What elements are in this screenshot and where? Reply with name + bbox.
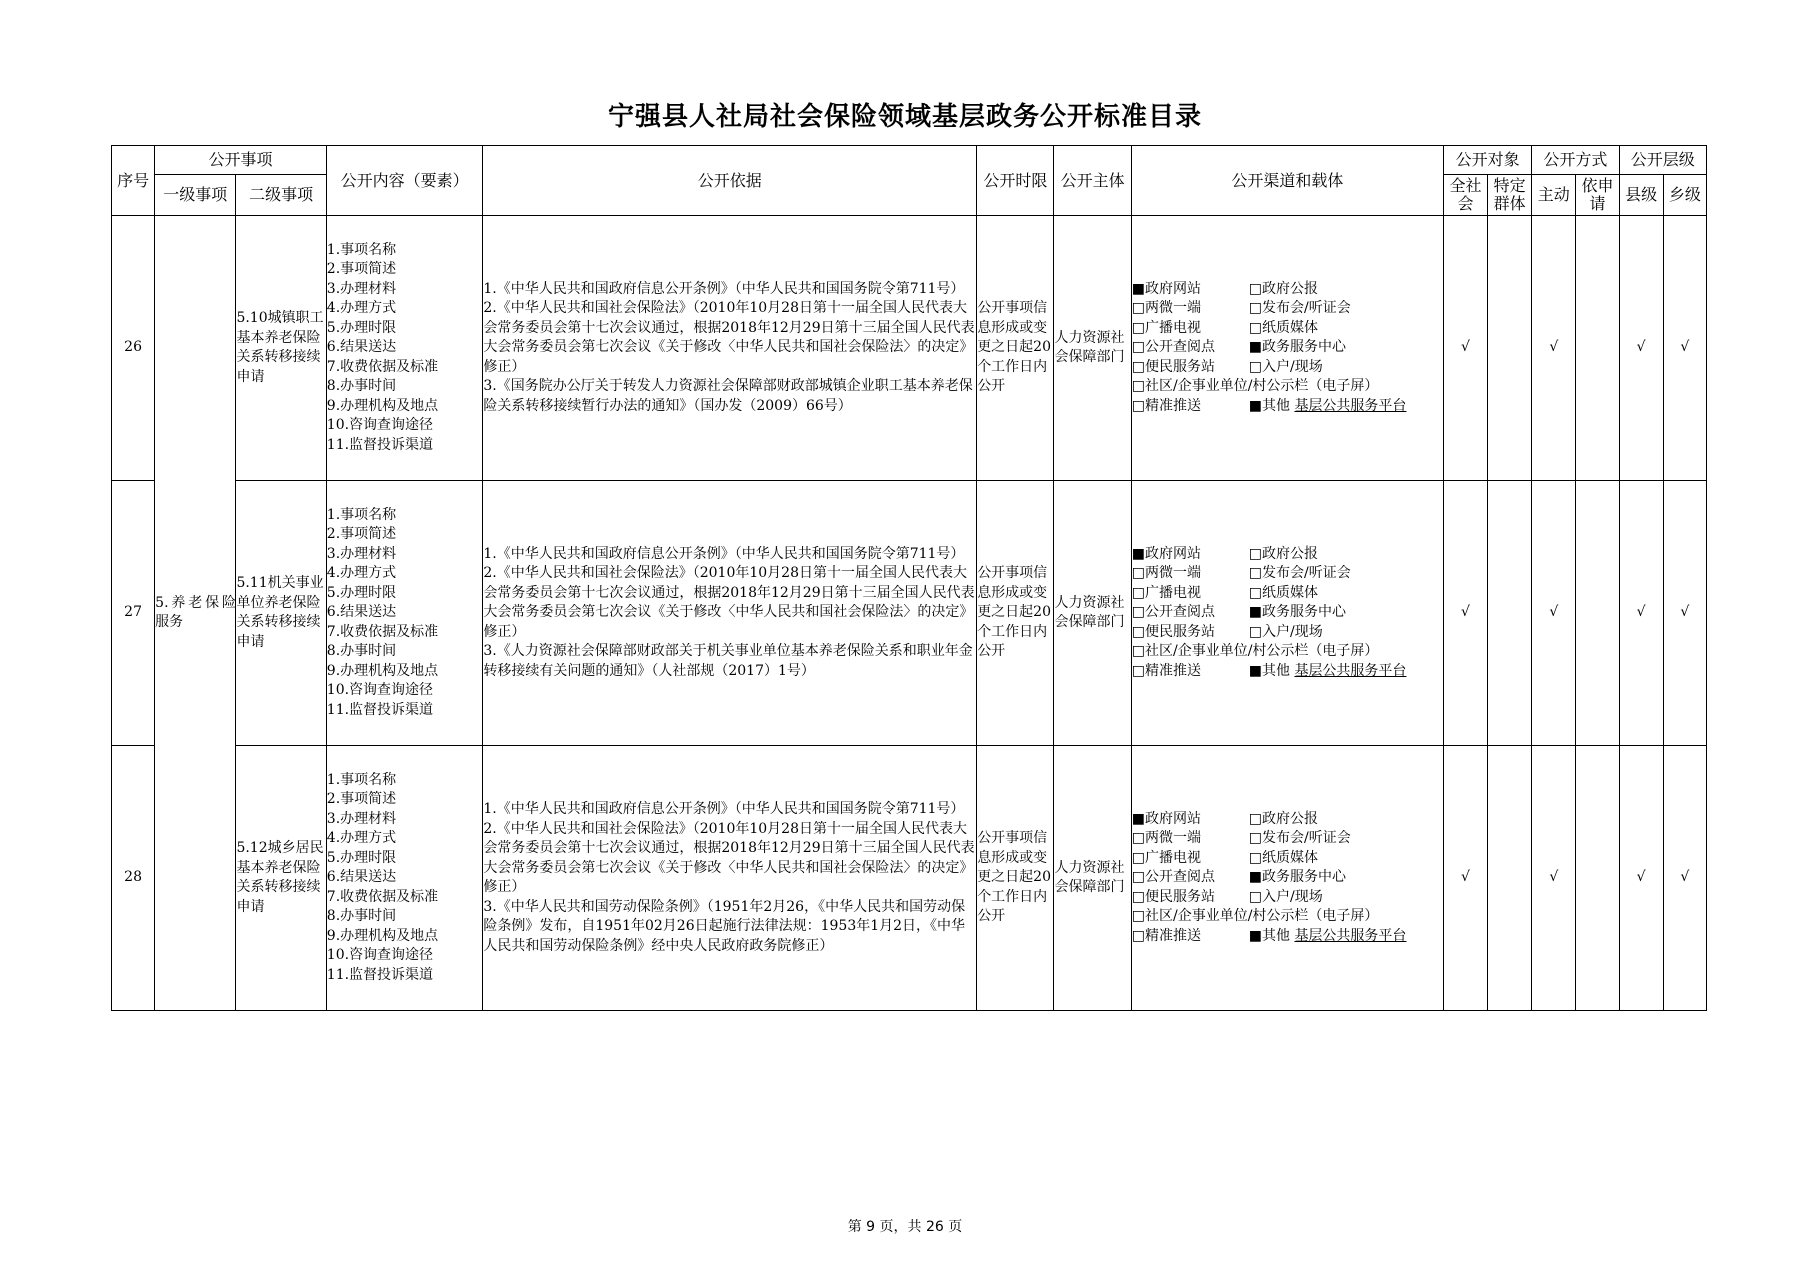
- basis-item: 3.《国务院办公厅关于转发人力资源社会保障部财政部城镇企业职工基本养老保险关系转移接续暂行办法的通知》（国办发（2009）66号）: [483, 378, 973, 414]
- content-element: 11.监督投诉渠道: [326, 966, 434, 983]
- channel-row: [1132, 358, 1443, 378]
- basis-item: 1.《中华人民共和国政府信息公开条例》（中华人民共和国国务院令第711号）: [483, 545, 965, 562]
- channel-row: [1132, 280, 1443, 300]
- channel-option: □精准推送: [1131, 927, 1201, 944]
- content-element: 6.结果送达: [326, 869, 397, 886]
- check-method-active: √: [1532, 746, 1576, 1011]
- check-level-county: √: [1619, 216, 1663, 481]
- basis-cell: [483, 746, 977, 1011]
- channel-row: [1132, 338, 1443, 358]
- check-target-all: √: [1443, 746, 1487, 1011]
- basis-item: 3.《中华人民共和国劳动保险条例》（1951年2月26，《中华人民共和国劳动保险条例》发布，自1951年02月26日起施行法律法规：1953年1月2日，《中华人民共和国劳动保险条例》经中央人民政府政务院修正）: [483, 898, 966, 954]
- publish-subject: 人力资源社会保障部门: [1054, 746, 1131, 1011]
- channel-option: □发布会/听证会: [1248, 565, 1351, 582]
- channel-option: □入户/现场: [1248, 888, 1323, 905]
- channel-other-detail: 基层公共服务平台: [1294, 927, 1407, 944]
- channel-row: [1132, 377, 1443, 397]
- check-method-request: [1576, 216, 1619, 481]
- channel-row: [1132, 810, 1443, 830]
- check-method-active: √: [1532, 216, 1576, 481]
- channel-option: □便民服务站: [1131, 358, 1215, 375]
- header-time: 公开时限: [977, 146, 1054, 216]
- content-element: 11.监督投诉渠道: [326, 701, 434, 718]
- channel-option: □广播电视: [1131, 584, 1201, 601]
- content-element: 5.办理时限: [326, 849, 397, 866]
- level2-item: 5.12城乡居民基本养老保险关系转移接续申请: [236, 746, 326, 1011]
- basis-item: 1.《中华人民共和国政府信息公开条例》（中华人民共和国国务院令第711号）: [483, 801, 965, 817]
- check-method-active: √: [1532, 481, 1576, 746]
- header-level1: 一级事项: [155, 175, 236, 216]
- content-element: 2.事项简述: [326, 261, 397, 278]
- check-level-town: √: [1663, 481, 1706, 746]
- basis-item: 2.《中华人民共和国社会保险法》（2010年10月28日第十一届全国人民代表大会常务委员会第十七次会议通过，根据2018年12月29日第十三届全国人民代表大会常务委员会第七次会议《关于修改〈中华人民共和国社会保险法〉的决定》修正）: [483, 565, 975, 640]
- check-target-specific: [1488, 481, 1532, 746]
- time-limit: 公开事项信息形成或变更之日起20个工作日内公开: [977, 216, 1054, 481]
- channel-row: [1132, 299, 1443, 319]
- content-element: 4.办理方式: [326, 830, 397, 847]
- header-channel: 公开渠道和载体: [1131, 146, 1443, 216]
- time-limit: 公开事项信息形成或变更之日起20个工作日内公开: [977, 746, 1054, 1011]
- channel-option: □发布会/听证会: [1248, 830, 1351, 847]
- content-element: 8.办事时间: [326, 643, 397, 660]
- content-element: 3.办理材料: [326, 810, 397, 827]
- channel-option: □社区/企事业单位/村公示栏（电子屏）: [1131, 378, 1379, 395]
- channel-row: [1132, 397, 1443, 417]
- channel-option: ■政府网站: [1131, 545, 1201, 562]
- channel-row: [1132, 564, 1443, 584]
- channel-option: □纸质媒体: [1248, 319, 1318, 336]
- header-subject: 公开主体: [1054, 146, 1131, 216]
- check-target-specific: [1488, 746, 1532, 1011]
- header-method-request: 依申请: [1576, 175, 1619, 216]
- check-level-county: √: [1619, 746, 1663, 1011]
- header-level: 公开层级: [1619, 146, 1706, 175]
- channel-option: □两微一端: [1131, 300, 1201, 317]
- header-method: 公开方式: [1532, 146, 1619, 175]
- channel-row: [1132, 642, 1443, 662]
- content-element: 7.收费依据及标准: [326, 358, 439, 375]
- table-row: [112, 746, 1707, 1011]
- content-element: 2.事项简述: [326, 526, 397, 543]
- channel-option: □政府公报: [1248, 545, 1318, 562]
- channel-option: □入户/现场: [1248, 623, 1323, 640]
- content-element: 9.办理机构及地点: [326, 662, 439, 679]
- content-elements: [326, 481, 483, 746]
- row-seq: 28: [112, 746, 155, 1011]
- channel-other-detail: 基层公共服务平台: [1294, 397, 1407, 414]
- header-level-town: 乡级: [1663, 175, 1706, 216]
- content-element: 7.收费依据及标准: [326, 623, 439, 640]
- content-element: 6.结果送达: [326, 339, 397, 356]
- header-method-active: 主动: [1532, 175, 1576, 216]
- channel-option: ■政府网站: [1131, 810, 1201, 827]
- table-row: [112, 216, 1707, 481]
- row-seq: 26: [112, 216, 155, 481]
- channel-cell: [1131, 746, 1443, 1011]
- level2-item: 5.11机关事业单位养老保险关系转移接续申请: [236, 481, 326, 746]
- header-target-specific: 特定群体: [1488, 175, 1532, 216]
- channel-row: [1132, 849, 1443, 869]
- channel-row: [1132, 829, 1443, 849]
- publish-subject: 人力资源社会保障部门: [1054, 216, 1131, 481]
- channel-row: [1132, 907, 1443, 927]
- check-method-request: [1576, 481, 1619, 746]
- header-content: 公开内容（要素）: [326, 146, 483, 216]
- channel-row: [1132, 888, 1443, 908]
- content-element: 5.办理时限: [326, 584, 397, 601]
- content-element: 7.收费依据及标准: [326, 888, 439, 905]
- channel-option: ■其他: [1248, 927, 1295, 944]
- content-element: 3.办理材料: [326, 280, 397, 297]
- header-target-all: 全社会: [1443, 175, 1487, 216]
- page-title: 宁强县人社局社会保险领域基层政务公开标准目录: [607, 102, 1202, 132]
- channel-option: □两微一端: [1131, 565, 1201, 582]
- channel-option: □社区/企事业单位/村公示栏（电子屏）: [1131, 643, 1379, 660]
- table-row: [112, 481, 1707, 746]
- content-element: 1.事项名称: [326, 506, 397, 523]
- header-basis: 公开依据: [483, 146, 977, 216]
- channel-option: □广播电视: [1131, 849, 1201, 866]
- channel-option: □纸质媒体: [1248, 584, 1318, 601]
- content-element: 8.办事时间: [326, 908, 397, 925]
- header-target: 公开对象: [1443, 146, 1531, 175]
- check-level-town: √: [1663, 746, 1706, 1011]
- content-elements: [326, 746, 483, 1011]
- channel-option: □精准推送: [1131, 662, 1201, 679]
- channel-option: ■政务服务中心: [1248, 869, 1346, 886]
- channel-row: [1132, 603, 1443, 623]
- channel-row: [1132, 623, 1443, 643]
- check-level-town: √: [1663, 216, 1706, 481]
- header-items: 公开事项: [155, 146, 327, 175]
- channel-row: [1132, 584, 1443, 604]
- channel-row: [1132, 662, 1443, 682]
- channel-option: □纸质媒体: [1248, 849, 1318, 866]
- header-seq: 序号: [112, 146, 155, 216]
- basis-cell: [483, 216, 977, 481]
- content-element: 4.办理方式: [326, 565, 397, 582]
- channel-option: □便民服务站: [1131, 888, 1215, 905]
- check-target-specific: [1488, 216, 1532, 481]
- channel-cell: [1131, 216, 1443, 481]
- channel-option: □政府公报: [1248, 810, 1318, 827]
- channel-other-detail: 基层公共服务平台: [1294, 662, 1407, 679]
- channel-option: □公开查阅点: [1131, 604, 1215, 621]
- channel-row: [1132, 545, 1443, 565]
- basis-item: 2.《中华人民共和国社会保险法》（2010年10月28日第十一届全国人民代表大会常务委员会第十七次会议通过，根据2018年12月29日第十三届全国人民代表大会常务委员会第七次会议《关于修改〈中华人民共和国社会保险法〉的决定》修正）: [483, 820, 975, 895]
- channel-option: ■其他: [1248, 662, 1295, 679]
- page-footer: 第 9 页，共 26 页: [847, 1219, 963, 1235]
- channel-option: □两微一端: [1131, 830, 1201, 847]
- content-element: 5.办理时限: [326, 319, 397, 336]
- content-element: 11.监督投诉渠道: [326, 436, 434, 453]
- row-seq: 27: [112, 481, 155, 746]
- content-element: 4.办理方式: [326, 300, 397, 317]
- level2-item: 5.10城镇职工基本养老保险关系转移接续申请: [236, 216, 326, 481]
- channel-option: ■政务服务中心: [1248, 604, 1346, 621]
- channel-option: □便民服务站: [1131, 623, 1215, 640]
- content-element: 9.办理机构及地点: [326, 397, 439, 414]
- channel-option: □广播电视: [1131, 319, 1201, 336]
- content-element: 9.办理机构及地点: [326, 927, 439, 944]
- content-element: 10.咨询查询途径: [326, 417, 434, 434]
- channel-option: □公开查阅点: [1131, 339, 1215, 356]
- basis-cell: [483, 481, 977, 746]
- content-element: 3.办理材料: [326, 545, 397, 562]
- channel-option: □精准推送: [1131, 397, 1201, 414]
- basis-item: 1.《中华人民共和国政府信息公开条例》（中华人民共和国国务院令第711号）: [483, 280, 965, 297]
- channel-row: [1132, 868, 1443, 888]
- content-element: 10.咨询查询途径: [326, 682, 434, 699]
- channel-option: □政府公报: [1248, 280, 1318, 297]
- check-target-all: √: [1443, 481, 1487, 746]
- channel-option: ■其他: [1248, 397, 1295, 414]
- channel-option: □入户/现场: [1248, 358, 1323, 375]
- channel-row: [1132, 927, 1443, 947]
- check-target-all: √: [1443, 216, 1487, 481]
- content-elements: [326, 216, 483, 481]
- content-element: 6.结果送达: [326, 604, 397, 621]
- catalog-table: [111, 145, 1707, 1011]
- time-limit: 公开事项信息形成或变更之日起20个工作日内公开: [977, 481, 1054, 746]
- channel-row: [1132, 319, 1443, 339]
- content-element: 10.咨询查询途径: [326, 947, 434, 964]
- level1-item: 5.养老保险服务: [155, 216, 236, 1011]
- channel-option: □发布会/听证会: [1248, 300, 1351, 317]
- basis-item: 2.《中华人民共和国社会保险法》（2010年10月28日第十一届全国人民代表大会常务委员会第十七次会议通过，根据2018年12月29日第十三届全国人民代表大会常务委员会第七次会议《关于修改〈中华人民共和国社会保险法〉的决定》修正）: [483, 300, 975, 375]
- channel-option: □公开查阅点: [1131, 869, 1215, 886]
- header-level2: 二级事项: [236, 175, 326, 216]
- content-element: 8.办事时间: [326, 378, 397, 395]
- check-level-county: √: [1619, 481, 1663, 746]
- content-element: 2.事项简述: [326, 791, 397, 808]
- channel-option: □社区/企事业单位/村公示栏（电子屏）: [1131, 908, 1379, 925]
- channel-option: ■政府网站: [1131, 280, 1201, 297]
- header-level-county: 县级: [1619, 175, 1663, 216]
- content-element: 1.事项名称: [326, 771, 397, 788]
- basis-item: 3.《人力资源社会保障部财政部关于机关事业单位基本养老保险关系和职业年金转移接续有关问题的通知》（人社部规（2017）1号）: [483, 643, 973, 679]
- content-element: 1.事项名称: [326, 241, 397, 258]
- channel-option: ■政务服务中心: [1248, 339, 1346, 356]
- channel-cell: [1131, 481, 1443, 746]
- publish-subject: 人力资源社会保障部门: [1054, 481, 1131, 746]
- check-method-request: [1576, 746, 1619, 1011]
